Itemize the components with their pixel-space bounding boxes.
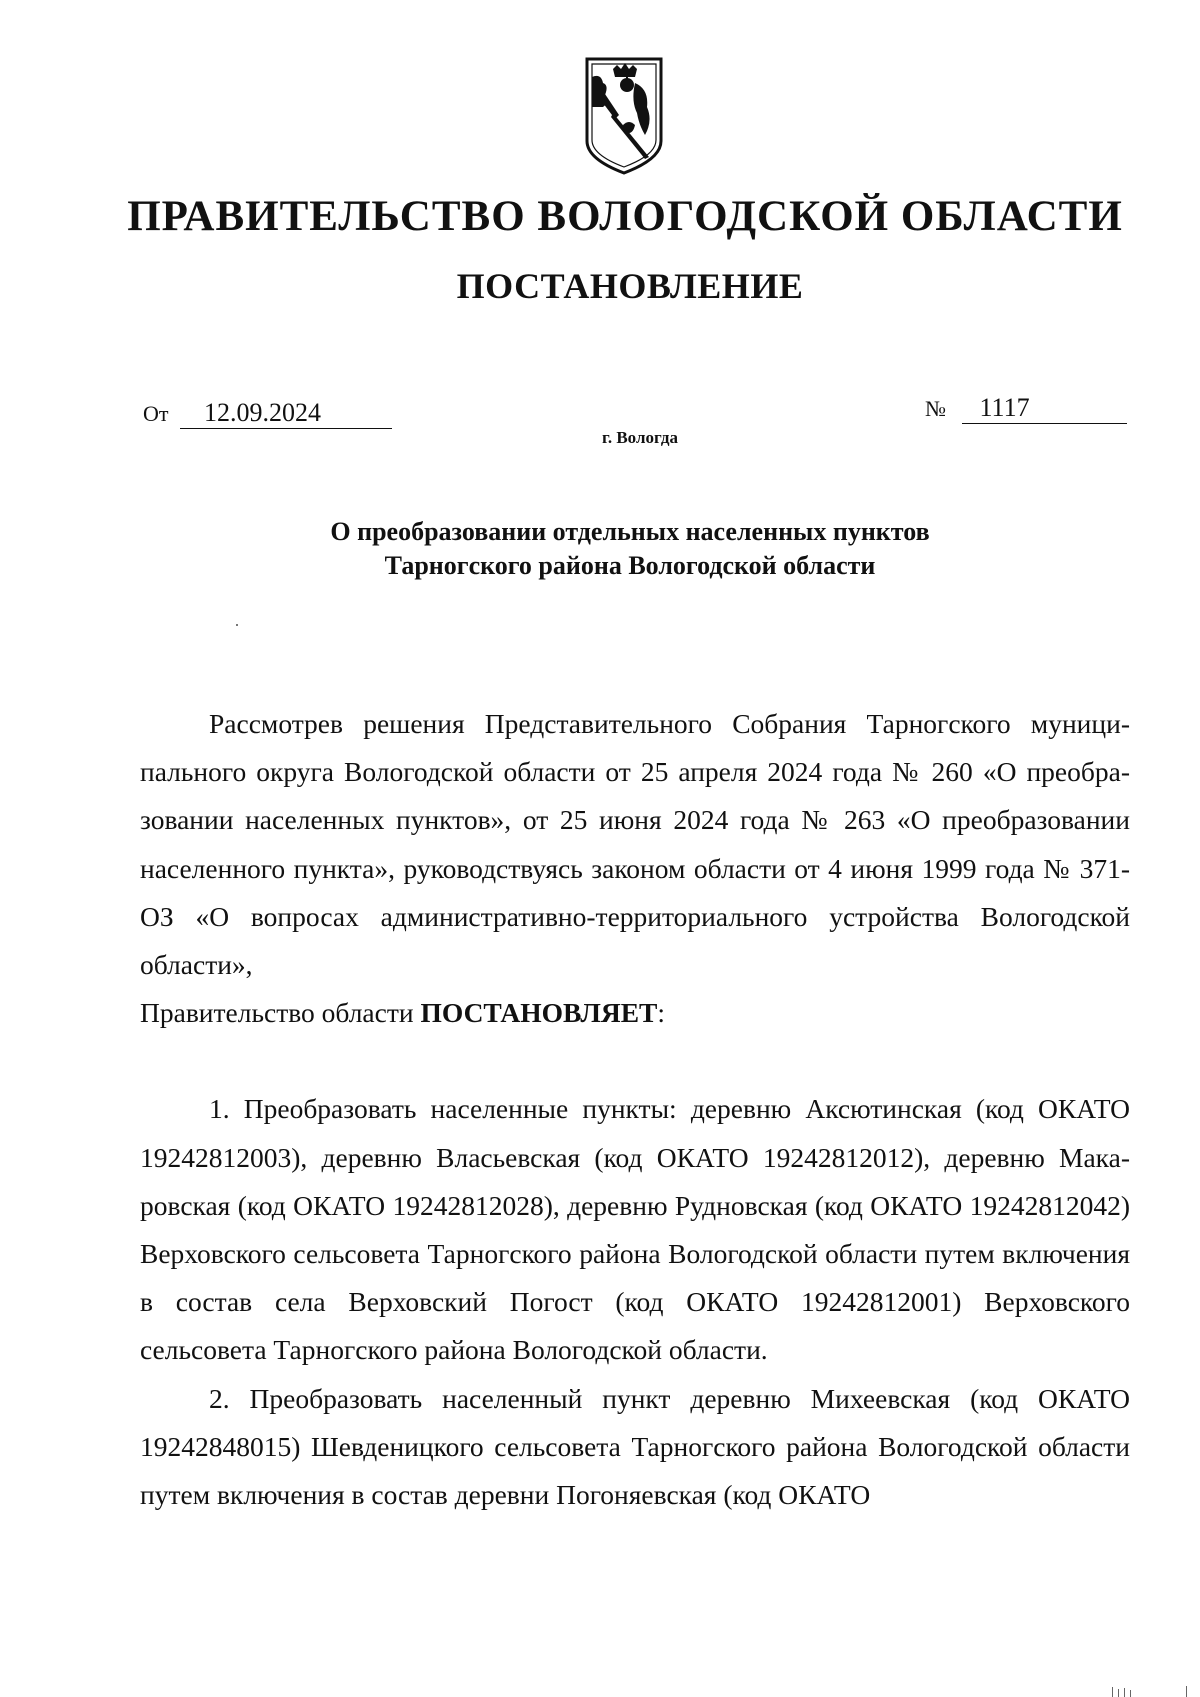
date-field	[143, 398, 392, 429]
vologda-coat-of-arms-icon	[583, 55, 665, 177]
resolution-line	[140, 989, 1130, 1037]
item-2-paragraph: 2. Преобразовать населенный пункт деревню Михеевская (код ОКАТО 19242848015) Шевденицкого сельсовета Тарногского района Вологодской области путем включения в состав деревни Погоняевская (код ОКАТО	[140, 1382, 1130, 1511]
scan-speck	[236, 624, 238, 626]
resolution-colon: :	[657, 997, 666, 1029]
number-field	[925, 393, 1127, 424]
preamble-paragraph: Рассмотрев решения Представительного Собрания Тарногского муниципального округа Вологодской области от 25 апреля 2024 года № 260 «О преобразовании населенных пунктов», от 25 июня 2024 года № 263 «О преобразовании населенного пункта», руководствуясь законом области от 4 июня 1999 года № 371-ОЗ «О вопросах административно-территориального устройства Вологодской области»,	[140, 708, 1130, 981]
document-type-title: ПОСТАНОВЛЕНИЕ	[456, 266, 804, 306]
item-1-paragraph: 1. Преобразовать населенные пункты: деревню Аксютинская (код ОКАТО 19242812003), деревню Власьевская (код ОКАТО 19242812012), деревню Макаровская (код ОКАТО 19242812028), деревню Рудновская (код ОКАТО 19242812042) Верховского сельсовета Тарногского района Вологодской области путем включения в состав села Верховский Погост (код ОКАТО 19242812001) Верховского сельсовета Тарногского района Вологодской области.	[140, 1093, 1130, 1366]
number-label: №	[925, 396, 946, 421]
document-subject	[200, 515, 1060, 583]
date-label: От	[143, 401, 169, 426]
number-value: 1117	[962, 393, 1127, 424]
document-body	[140, 700, 1130, 1519]
resolution-prefix: Правительство области	[140, 997, 421, 1029]
city-label: г. Вологда	[602, 428, 678, 447]
government-title: ПРАВИТЕЛЬСТВО ВОЛОГОДСКОЙ ОБЛАСТИ	[127, 193, 1123, 240]
scan-edge-marks	[1110, 1684, 1190, 1697]
subject-line-2: Тарногского района Вологодской области	[384, 551, 876, 580]
subject-line-1: О преобразовании отдельных населенных пунктов	[330, 517, 930, 546]
date-value: 12.09.2024	[180, 398, 392, 429]
resolution-keyword: ПОСТАНОВЛЯЕТ	[420, 997, 658, 1029]
